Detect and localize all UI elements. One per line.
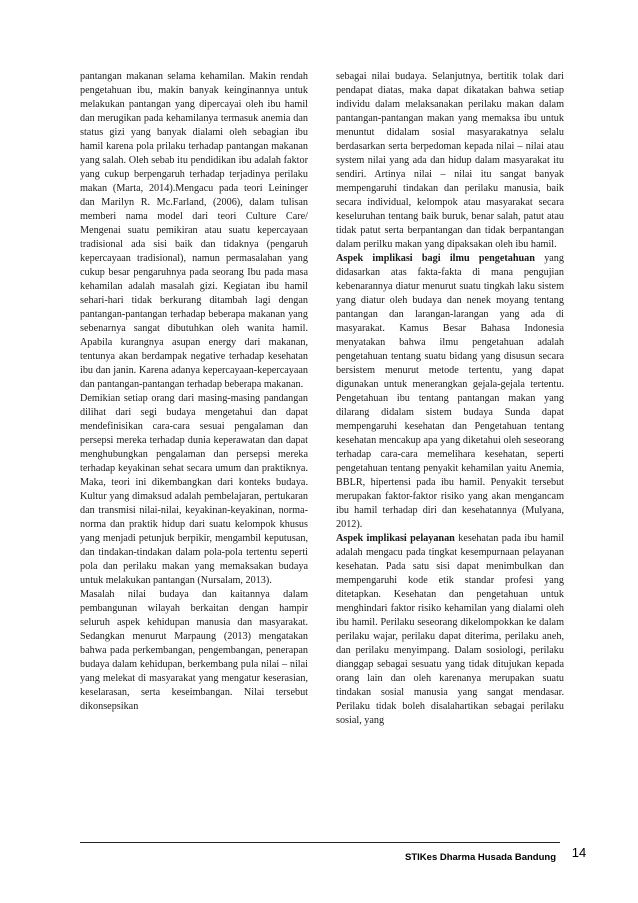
left-paragraph-3: Masalah nilai budaya dan kaitannya dalam pembangunan wilayah berkaitan dengan hampir seluruh aspek kehidupan manusia dan masyarakat. Sedangkan menurut Marpaung (2013) mengatakan bahwa pada perkembangan, pengembangan, penerapan budaya dalam kehidupan, berkembang pula nilai – nilai yang melekat di masyarakat yang mengatur keserasian, keselarasan, serta keseimbangan. Nilai tersebut dikonsepsikan <box>80 589 308 712</box>
left-paragraph-1: pantangan makanan selama kehamilan. Makin rendah pengetahuan ibu, makin banyak keinginannya untuk melakukan pantangan yang dipercayai oleh ibu hamil dan merugikan pada kehamilanya termasuk anemia dan status gizi yang banyak dialami oleh sebagian ibu hamil karena pola prilaku terhadap pantangan makanan yang salah. Oleh sebab itu pendidikan ibu adalah faktor yang cukup berpengaruh terhadap terjadinya perilaku makan (Marta, 2014).Mengacu pada teori Leininger dan Marilyn R. Mc.Farland, (2006), dalam tulisan memberi nama model dari teori Culture Care/ Mengenai suatu pemikiran atau suatu kepercayaan tradisional ada sisi baik dan tidaknya (pengaruh kepercayaan tradisional), namun permasalahan yang cukup besar pengaruhnya pada seorang Ibu pada masa kehamilan adalah masalah gizi. Kegiatan ibu hamil sehari-hari tidak berkurang ditambah lagi dengan pantangan-pantangan terhadap beberapa makanan yang sebenarnya sangat dibutuhkan oleh wanita hamil. Apabila kurangnya asupan energy dari makanan, tentunya akan berdampak negative terhadap kesehatan ibu dan janin. Karena adanya kepercayaan-kepercayaan dan pantangan-pantangan terhadap beberapa makanan. <box>80 71 308 390</box>
aspect-science-heading: Aspek implikasi bagi ilmu pengetahuan <box>336 253 535 264</box>
footer-institution: STIKes Dharma Husada Bandung <box>405 852 556 863</box>
aspect-service-heading: Aspek implikasi pelayanan <box>336 533 455 544</box>
right-paragraph-1: sebagai nilai budaya. Selanjutnya, bertitik tolak dari pendapat diatas, maka dapat dikatakan bahwa setiap individu dalam melaksanakan perilaku makan dalam pantangan-pantangan makan yang memaksa ibu untuk menuntut didalam sosial masyarakatnya selalu berdasarkan serta berpedoman kepada nilai – nilai atau system nilai yang ada dan hidup dalam masyarakat itu sendiri. Artinya nilai – nilai itu sangat banyak mempengaruhi tindakan dan perilaku manusia, baik secara individual, kelompok atau masyarakat secara keseluruhan tentang baik buruk, benar salah, patut atau tidak patut serta berpantangan dan tidak berpantangan dalam perilku makan yang dipaksakan oleh ibu hamil. <box>336 71 564 250</box>
left-paragraph-2: Demikian setiap orang dari masing-masing pandangan dilihat dari segi budaya mengetahui dan dapat mendefinisikan cara-cara sesuai pengalaman dan persepsi mereka terhadap dunia keperawatan dan dapat menghubungkan pengalaman dan persepsi mereka terhadap keyakinan sehat secara umum dan praktiknya. Maka, teori ini dikembangkan dari konteks budaya. Kultur yang dimaksud adalah pembelajaran, pertukaran dan transmisi nilai-nilai, keyakinan-keyakinan, norma-norma dan praktik hidup dari suatu kelompok khusus yang menjadi petunjuk berpikir, mengambil keputusan, dan tindakan-tindakan dalam pola-pola tertentu seperti pola dan perilaku makan yang memaksakan budaya untuk melakukan pantangan (Nursalam, 2013). <box>80 393 308 586</box>
left-column <box>80 70 308 714</box>
aspect-service-body: kesehatan pada ibu hamil adalah mengacu pada tingkat kesempurnaan pelayanan kesehatan. Pada satu sisi dapat menimbulkan dan mempengaruhi kode etik standar profesi yang ditetapkan. Kesehatan dan pengetahuan untuk menghindari faktor risiko kehamilan yang dialami oleh ibu hamil. Perilaku seseorang dikelompokkan ke dalam perilaku wajar, perilaku dapat diterima, perilaku aneh, dan perilaku menyimpang. Dalam sosiologi, perilaku dianggap sebagai sesuatu yang tidak ditujukan kepada orang lain dan oleh karenanya merupakan suatu tindakan sosial manusia yang sangat mendasar. Perilaku tidak boleh disalahartikan sebagai perilaku sosial, yang <box>336 533 564 726</box>
right-paragraph-3 <box>336 532 564 728</box>
right-paragraph-2 <box>336 252 564 532</box>
right-column <box>336 70 564 728</box>
aspect-science-body: yang didasarkan atas fakta-fakta di mana pengujian kebenarannya diatur menurut suatu tingkah laku sistem yang diatur oleh budaya dan nenek moyang tentang pantangan dan larangan-larangan yang ada di masyarakat. Kamus Besar Bahasa Indonesia menyatakan bahwa ilmu pengetahuan adalah pengetahuan tentang suatu bidang yang disusun secara bersistem menurut metode tertentu, yang dapat digunakan untuk menerangkan gejala-gejala tertentu. Pengetahuan ibu tentang pantangan makan yang dilarang didalam sistem budaya Sunda dapat mempengaruhi kesehatan dan Pengetahuan tentang kesehatan mencakup apa yang diketahui oleh seseorang terhadap cara-cara memelihara kesehatan, seperti pengetahuan tentang penyakit kehamilan yaitu Anemia, BBLR, hipertensi pada ibu hamil. Penyakit tersebut merupakan faktor-faktor risiko yang akan mengancam ibu hamil terhadap diri dan kesehatannya (Mulyana, 2012). <box>336 253 564 530</box>
footer-divider <box>80 842 560 843</box>
page-number: 14 <box>561 842 597 864</box>
